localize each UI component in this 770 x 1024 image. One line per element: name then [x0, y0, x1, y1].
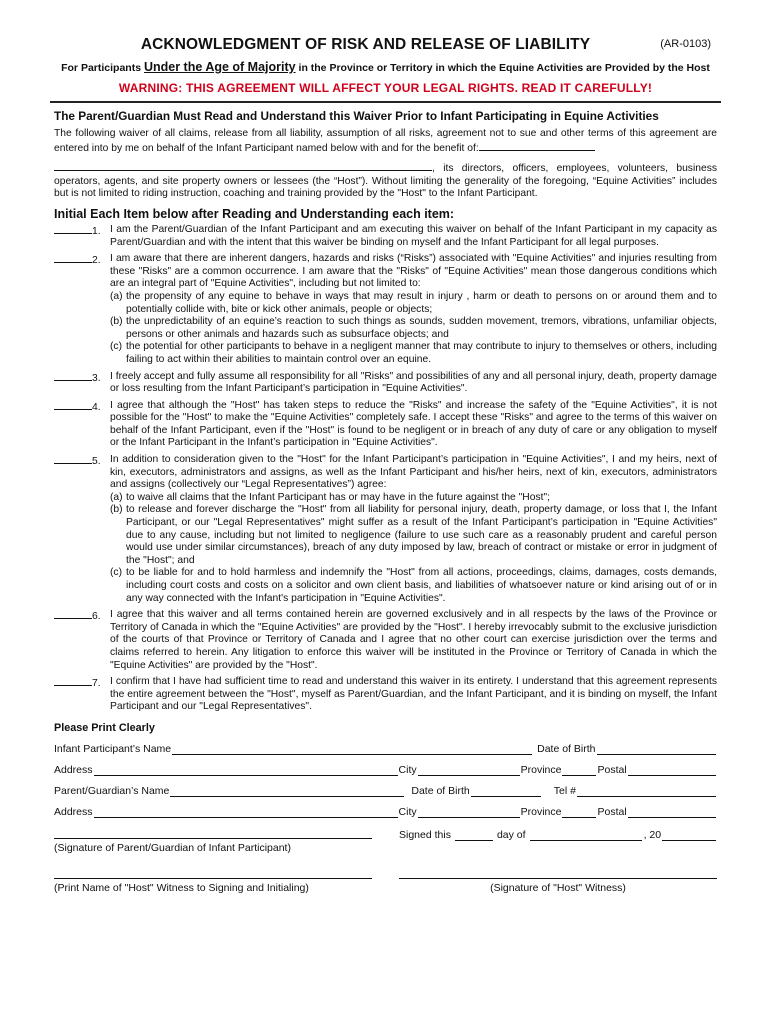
host-signature-line[interactable]	[399, 868, 717, 879]
list-item	[54, 609, 717, 672]
parent-name-label: Parent/Guardian’s Name	[54, 784, 170, 797]
item-body	[110, 253, 717, 366]
initial-field[interactable]	[54, 371, 92, 381]
form-subtitle	[36, 60, 735, 74]
parent-signature-block	[54, 828, 372, 854]
item-number: 1.	[92, 225, 101, 237]
sub-item	[110, 316, 717, 341]
intro-para2-text: , its directors, officers, employees, volunteers, business operators, agents, and site property owners or lessees (the “Host”). Without limiting the generality of the foregoing, “Equine Activities” includes but is not limited to riding instruction, coaching and training provided by the "Host" to the Infant Participant.	[54, 163, 717, 200]
item-number: 6.	[92, 611, 101, 623]
initial-cell	[54, 253, 110, 366]
sub-item-text: the unpredictability of an equine’s reaction to such things as sounds, sudden movement, tremors, vibrations, unfamiliar objects, persons or other animals and hazards such as subsurface objects; and	[126, 316, 717, 340]
sub-item-label: (c)	[110, 341, 123, 353]
initial-field[interactable]	[54, 400, 92, 410]
parent-signature-line[interactable]	[54, 828, 372, 839]
sub-item-label: (a)	[110, 290, 123, 302]
address-label: Address	[54, 763, 93, 776]
signed-this-label: Signed this	[399, 828, 451, 841]
list-item	[54, 454, 717, 605]
address2-label: Address	[54, 805, 93, 818]
day-of-label: day of	[496, 828, 526, 841]
province2-label: Province	[520, 805, 562, 818]
list-item	[54, 676, 717, 714]
initial-field[interactable]	[54, 676, 92, 686]
initial-field[interactable]	[54, 454, 92, 464]
item-number: 2.	[92, 255, 101, 267]
signed-month-field[interactable]	[530, 830, 642, 841]
item-body	[110, 371, 717, 396]
items-list	[54, 224, 717, 714]
item-text: I confirm that I have had sufficient time to read and understand this waiver in its entirety. I understand that this agreement represents the entire agreement between the "Host", myself as Parent/Guardian, and the Infant Participant, and it is binding on myself, the Infant Participant and our "Legal Representatives".	[110, 676, 717, 713]
signed-date-block	[399, 828, 717, 841]
province2-field[interactable]	[562, 807, 596, 818]
infant-dob-field[interactable]	[597, 744, 717, 755]
signature-row-1	[54, 828, 717, 854]
parent-dob-field[interactable]	[471, 786, 541, 797]
initial-cell	[54, 371, 110, 396]
signed-day-field[interactable]	[455, 830, 493, 841]
city2-field[interactable]	[418, 807, 520, 818]
list-item	[54, 253, 717, 366]
signature-row-2	[54, 868, 717, 894]
parent-name-field[interactable]	[170, 786, 404, 797]
host-signature-label: (Signature of "Host" Witness)	[490, 881, 626, 894]
initial-field[interactable]	[54, 253, 92, 263]
sub-item-label: (b)	[110, 504, 123, 516]
initial-cell	[54, 400, 110, 450]
parent-row	[54, 784, 717, 797]
sub-item-text: to release and forever discharge the "Host" from all liability for personal injury, death, property damage, or loss that I, the Infant Participant, or our "Legal Representatives" might suffer as a result of the Infant Participant’s participation in "Equine Activities" due to any cause, including but not limited to negligence (failure to use such care as a reasonably prudent and careful person would use under similar circumstances), breach of any duty imposed by law, breach of contract or mistake or error in judgment of the "Host"; and	[126, 504, 717, 566]
subtitle-pre: For Participants	[61, 62, 144, 74]
infant-address-row	[54, 763, 717, 776]
infant-name-field[interactable]	[172, 744, 532, 755]
item-number: 7.	[92, 678, 101, 690]
item-number: 5.	[92, 456, 101, 468]
initial-cell	[54, 676, 110, 714]
tel-label: Tel #	[553, 784, 576, 797]
list-item	[54, 224, 717, 249]
sub-item-text: to be liable for and to hold harmless and indemnify the "Host" from all actions, proceedings, claims, damages, costs demands, including court costs and costs on a solicitor and own client basis, and liabilities of whatsoever nature or kind arising out of or in any way connected with the Infant's participation in "Equine Activities".	[126, 567, 717, 604]
address-field[interactable]	[94, 765, 398, 776]
postal-field[interactable]	[628, 765, 716, 776]
item-body	[110, 224, 717, 249]
subtitle-emphasis: Under the Age of Majority	[143, 60, 296, 74]
item-text: I agree that although the "Host" has taken steps to reduce the "Risks" and increase the safety of the "Equine Activities", it is not possible for the "Host" to make the "Equine Activities" completely safe. I accept these "Risks" and agree to the terms of this waiver on behalf of the Infant Participant, even if the "Host" is found to be negligent or in breach of any duty of care or any obligation to myself or the Infant Participant in the Infant’s participation in "Equine Activities".	[110, 399, 717, 449]
initial-field[interactable]	[54, 224, 92, 234]
intro-heading: The Parent/Guardian Must Read and Understand this Waiver Prior to Infant Participating in Equine Activities	[54, 109, 659, 123]
intro-para1-text: The following waiver of all claims, release from all liability, assumption of all risks, agreement not to sue and other terms of this agreement are entered into by me on behalf of the Infant Participant named below with and for the benefit of:	[54, 128, 717, 154]
sub-item	[110, 492, 717, 505]
year-prefix-label: , 20	[643, 828, 662, 841]
item-body	[110, 454, 717, 605]
sub-item-label: (a)	[110, 491, 123, 503]
signed-year-field[interactable]	[662, 830, 716, 841]
item-text: I agree that this waiver and all terms contained herein are governed exclusively and in all respects by the laws of the Province or Territory of Canada in which the "Equine Activities" are provided by the "Host". I hereby irrevocably submit to the exclusive jurisdiction of the courts of that Province or Territory of Canada and I agree that no other court can exercise jurisdiction over the terms and claims referred to herein. Any litigation to enforce this waiver will be instituted in the Province or Territory of Canada in which the "Equine Activities" are provided by the "Host".	[110, 609, 717, 671]
infant-name-row	[54, 742, 717, 755]
sub-item-text: the potential for other participants to behave in a negligent manner that may contribute to injury to themselves or others, including failing to act within their abilities to maintain control over an equine.	[126, 341, 717, 365]
title-row	[54, 36, 717, 56]
sub-item	[110, 504, 717, 567]
province-label: Province	[520, 763, 562, 776]
address2-field[interactable]	[94, 807, 398, 818]
host-name-line-2[interactable]	[54, 161, 432, 171]
witness-name-line[interactable]	[54, 868, 372, 879]
sub-item-label: (b)	[110, 316, 123, 328]
tel-field[interactable]	[577, 786, 716, 797]
initial-cell	[54, 609, 110, 672]
sub-item	[110, 291, 717, 316]
city2-label: City	[398, 805, 417, 818]
postal2-label: Postal	[597, 805, 627, 818]
legal-warning: WARNING: THIS AGREEMENT WILL AFFECT YOUR LEGAL RIGHTS. READ IT CAREFULLY!	[118, 81, 653, 95]
divider	[50, 101, 721, 103]
subtitle-post: in the Province or Territory in which the Equine Activities are Provided by the Host	[295, 62, 710, 74]
initial-field[interactable]	[54, 609, 92, 619]
province-field[interactable]	[562, 765, 596, 776]
item-body	[110, 609, 717, 672]
list-item	[54, 400, 717, 450]
initial-heading: Initial Each Item below after Reading and Understanding each item:	[54, 206, 455, 221]
item-text: In addition to consideration given to the "Host" for the Infant Participant’s participation in "Equine Activities", I and my heirs, next of kin, executors, administrators and assigns, as well as the Infant Participant and his/her heirs, next of kin, executors, administrators and assigns (collectively our “Legal Representatives”) agree:	[110, 454, 717, 491]
witness-name-label: (Print Name of "Host" Witness to Signing and Initialing)	[54, 881, 309, 894]
parent-signature-label: (Signature of Parent/Guardian of Infant Participant)	[54, 841, 291, 854]
item-text: I am the Parent/Guardian of the Infant Participant and am executing this waiver on behalf of the Infant Participant in my capacity as Parent/Guardian and with the intent that this waiver be binding on myself and the Infant Participant for all legal purposes.	[110, 223, 717, 248]
sub-item-text: the propensity of any equine to behave in ways that may result in injury , harm or death to persons on or around them and to potentially collide with, bite or kick other animals, people or objects;	[126, 290, 717, 315]
sub-item-label: (c)	[110, 567, 123, 579]
parent-dob-label: Date of Birth	[411, 784, 470, 797]
item-body	[110, 676, 717, 714]
host-signature-block	[399, 868, 717, 894]
city-label: City	[398, 763, 417, 776]
list-item	[54, 371, 717, 396]
item-text: I freely accept and fully assume all responsibility for all "Risks" and possibilities of any and all personal injury, death, property damage or loss resulting from the Infant Participant’s participation in "Equine Activities".	[110, 370, 717, 395]
infant-dob-label: Date of Birth	[537, 742, 596, 755]
infant-name-label: Infant Participant’s Name	[54, 742, 172, 755]
item-body	[110, 400, 717, 450]
intro-paragraph-1	[54, 128, 717, 155]
witness-name-block	[54, 868, 372, 894]
sub-item	[110, 567, 717, 605]
city-field[interactable]	[418, 765, 520, 776]
print-heading: Please Print Clearly	[54, 721, 155, 734]
form-title: ACKNOWLEDGMENT OF RISK AND RELEASE OF LIABILITY	[140, 36, 591, 53]
postal2-field[interactable]	[628, 807, 716, 818]
item-number: 4.	[92, 401, 101, 413]
form-code: (AR-0103)	[660, 38, 711, 50]
postal-label: Postal	[597, 763, 627, 776]
item-number: 3.	[92, 372, 101, 384]
initial-cell	[54, 454, 110, 605]
host-name-line-1[interactable]	[479, 141, 595, 151]
initial-cell	[54, 224, 110, 249]
intro-paragraph-2	[54, 161, 717, 201]
parent-address-row	[54, 805, 717, 818]
item-text: I am aware that there are inherent dangers, hazards and risks (“Risks”) associated with "Equine Activities" and injuries resulting from these "Risks" are a common occurrence. I am aware that the "Risks" of "Equine Activities" mean those dangerous conditions which are an integral part of "Equine Activities", including but not limited to:	[110, 253, 717, 290]
sub-item	[110, 341, 717, 366]
sub-item-text: to waive all claims that the Infant Participant has or may have in the future against the "Host";	[126, 491, 550, 503]
